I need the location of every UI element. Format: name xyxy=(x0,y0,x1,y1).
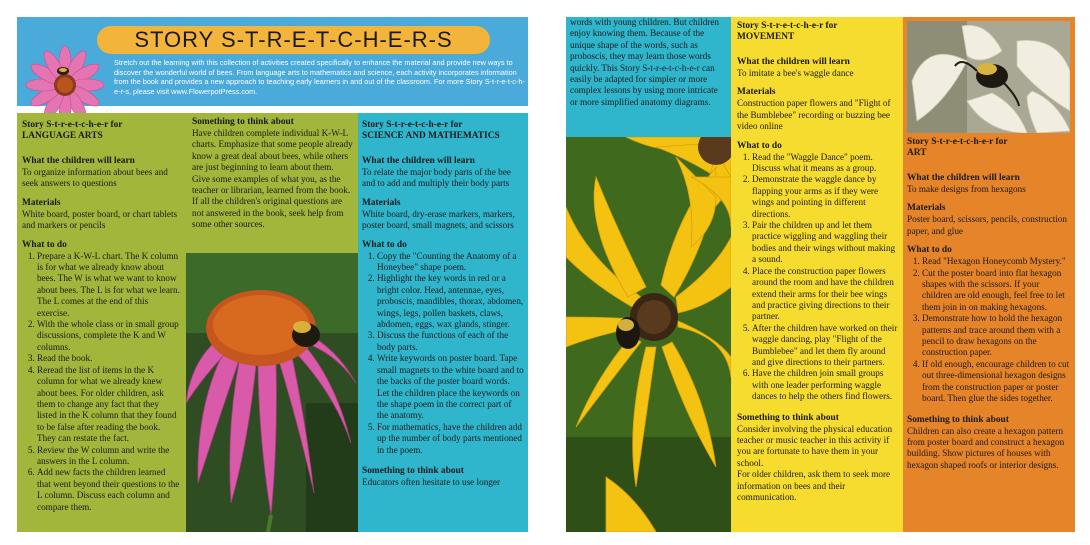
todo-heading: What to do xyxy=(907,245,952,256)
steps-list xyxy=(907,256,1071,404)
section-heading-title: ART xyxy=(907,148,927,158)
list-item: 5. For mathematics, have the children add up the number of body parts mentioned in the poem. xyxy=(377,422,524,456)
language-arts-column xyxy=(17,113,186,532)
list-item: 2. Highlight the key words in red or a bright color. Head, antennae, eyes, proboscis, mandibles, thorax, abdomen, wings, legs, pollen baskets, claws, abdomen, eggs, wax glands, stinger. xyxy=(377,273,524,330)
section-heading-title: SCIENCE AND MATHEMATICS xyxy=(362,131,500,141)
section-heading-label: Story S-t-r-e-t-c-h-e-r for xyxy=(362,120,463,130)
list-item: 4. If old enough, encourage children to cut out three-dimensional hexagon designs from the construction paper or poster board. Then glue the sides together. xyxy=(922,359,1071,405)
learn-text: To make designs from hexagons xyxy=(907,184,1026,194)
think-heading: Something to think about xyxy=(907,414,1009,425)
think-about-column xyxy=(186,113,358,253)
list-item: 3. Pair the children up and let them practice wiggling and waggling their bodies and their wings without making a sound. xyxy=(752,220,899,266)
todo-heading: What to do xyxy=(737,140,782,151)
list-item: 5. After the children have worked on their waggle dancing, play "Flight of the Bumblebee" and let them fly around and give directions to their partners. xyxy=(752,323,899,369)
list-item: 6. Have the children join small groups with one leader performing waggle dances to help the others find flowers. xyxy=(752,368,899,402)
section-heading-label: Story S-t-r-e-t-c-h-e-r for xyxy=(737,21,838,31)
list-item: 1. Read "Hexagon Honeycomb Mystery." xyxy=(922,256,1071,267)
materials-text: Poster board, scissors, pencils, construction paper, and glue xyxy=(907,214,1067,236)
think-heading: Something to think about xyxy=(737,412,839,423)
materials-heading: Materials xyxy=(22,197,61,208)
learn-heading: What the children will learn xyxy=(737,57,850,67)
todo-heading: What to do xyxy=(22,239,67,250)
think-text: Children can also create a hexagon pattern from poster board and construct a hexagon building. Show pictures of houses with hexagon shaped roofs or interior designs. xyxy=(907,425,1065,470)
list-item: 3. Demonstrate how to hold the hexagon patterns and trace around them with a pencil to draw hexagons on the construction paper. xyxy=(922,313,1071,359)
list-item: 3. Read the book. xyxy=(37,353,181,364)
science-math-column xyxy=(358,113,528,532)
materials-text: White board, poster board, or chart tablets and markers or pencils xyxy=(22,208,178,231)
steps-list xyxy=(22,251,181,513)
intro-paragraph: Stretch out the learning with this collection of activities created specifically to enhance the material and provide new ways to discover the wonderful world of bees. From language arts to mathematics and science, each activity incorporates information from the book and provides a new approach to teaching early learners in and out of the classroom. For more Story S-t-r-e-t-c-h-e-r-s, please visit www.FlowerpotPress.com. xyxy=(114,58,525,96)
list-item: 2. With the whole class or in small group discussions, complete the K and W columns. xyxy=(37,319,181,353)
page-title: STORY S-T-R-E-T-C-H-E-R-S xyxy=(97,26,490,54)
materials-text: White board, dry-erase markers, markers, poster board, small magnets, and scissors xyxy=(362,208,515,231)
materials-heading: Materials xyxy=(737,87,776,98)
materials-heading: Materials xyxy=(362,197,401,208)
list-item: 1. Read the "Waggle Dance" poem. Discuss what it means as a group. xyxy=(752,152,899,175)
list-item: 2. Demonstrate the waggle dance by flapping your arms as if they were wings and pointing in different directions. xyxy=(752,174,899,220)
list-item: 6. Add new facts the children learned that went beyond their questions to the L column. Discuss each column and compare them. xyxy=(37,467,181,513)
learn-heading: What the children will learn xyxy=(362,156,475,166)
todo-heading: What to do xyxy=(362,239,407,250)
list-item: 4. Write keywords on poster board. Tape small magnets to the white board and to the backs of the poster board words. Let the children place the keywords on the shape poem in the correct part of the anatomy. xyxy=(377,353,524,421)
learn-text: To relate the major body parts of the bee and to add and multiply their body parts xyxy=(362,167,511,189)
coneflower-with-bee-photo-icon xyxy=(186,253,358,532)
white-flower-with-bee-photo-icon xyxy=(907,21,1070,133)
think-text: Educators often hesitate to use longer xyxy=(362,476,501,487)
think-text: Have children complete individual K-W-L charts. Emphasize that some people already know a great deal about bees, while others are just beginning to learn about them. Give some examples of what you, as the teacher or librarian, learned from the book. If all the children's original questions are not answered in the book, seek help from some other sources. xyxy=(192,128,353,230)
list-item: 3. Discuss the functions of each of the body parts. xyxy=(377,330,524,353)
steps-list xyxy=(362,251,524,456)
header-banner xyxy=(17,17,528,106)
yellow-flower-with-bee-photo-icon xyxy=(566,137,731,532)
list-item: 1. Prepare a K-W-L chart. The K column is for what we already know about bees. The W is what we want to know about bees. The L is for what we learn. The L comes at the end of this exercise. xyxy=(37,251,181,319)
continued-text: words with young children. But children enjoy knowing them. Because of the unique shape of the words, such as proboscis, they may learn those words quickly. This Story S-t-r-e-t-c-h-e-r can easily be adapted for simpler or more complex lessons by using more intricate or more simplified anatomy diagrams. xyxy=(570,17,720,107)
think-text: Consider involving the physical education teacher or music teacher in this activity if you are fortunate to have them in your school. xyxy=(737,423,893,468)
movement-column xyxy=(731,17,903,532)
continued-text-column xyxy=(566,17,731,137)
materials-text: Construction paper flowers and "Flight of the Bumblebee" recording or buzzing bee video online xyxy=(737,98,891,132)
section-heading-label: Story S-t-r-e-t-c-h-e-r for xyxy=(22,120,123,130)
learn-heading: What the children will learn xyxy=(907,173,1020,183)
pink-flower-with-bee-icon xyxy=(25,39,105,119)
learn-text: To organize information about bees and seek answers to questions xyxy=(22,167,168,189)
steps-list xyxy=(737,152,899,403)
think-heading: Something to think about xyxy=(192,117,294,127)
learn-text: To imitate a bee's waggle dance xyxy=(737,68,854,78)
section-heading-title: LANGUAGE ARTS xyxy=(22,131,103,141)
think-text-2: For older children, ask them to seek more information on bees and their communication. xyxy=(737,469,891,502)
list-item: 4. Reread the list of items in the K column for what we already knew about bees. For older children, ask them to change any fact that they listed in the K column that they found to be false after reading the book. They can restate the fact. xyxy=(37,365,181,445)
list-item: 4. Place the construction paper flowers around the room and have the children extend their arms for their bee wings and practice giving directions to their partner. xyxy=(752,266,899,323)
list-item: 1. Copy the "Counting the Anatomy of a Honeybee" shape poem. xyxy=(377,251,524,274)
list-item: 5. Review the W column and write the answers in the L column. xyxy=(37,445,181,468)
section-heading-title: MOVEMENT xyxy=(737,32,795,42)
materials-heading: Materials xyxy=(907,203,946,214)
section-heading-label: Story S-t-r-e-t-c-h-e-r for xyxy=(907,137,1008,147)
think-heading: Something to think about xyxy=(362,465,464,476)
list-item: 2. Cut the poster board into flat hexagon shapes with the scissors. If your children are old enough, feel free to let them join in on making hexagons. xyxy=(922,268,1071,314)
learn-heading: What the children will learn xyxy=(22,156,135,166)
